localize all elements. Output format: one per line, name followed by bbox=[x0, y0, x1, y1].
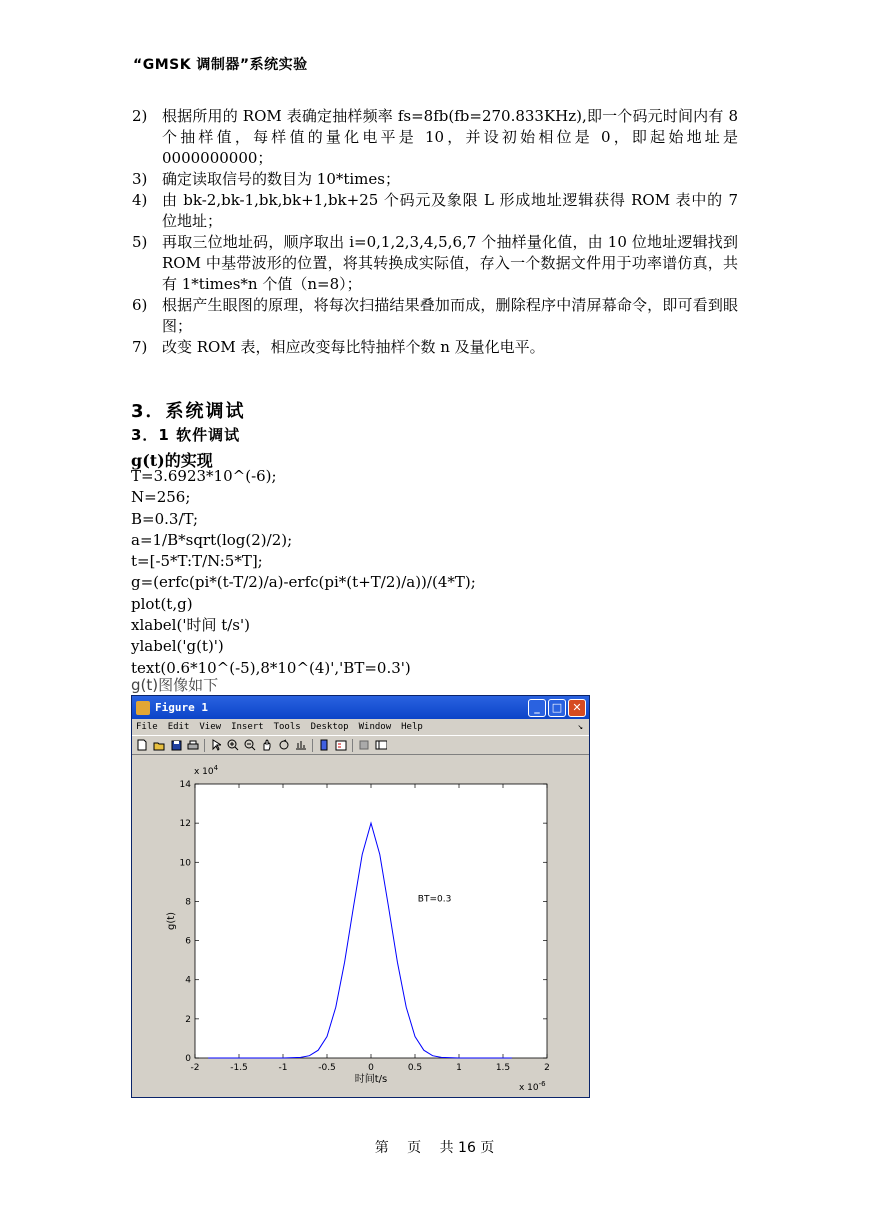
step-item bbox=[132, 106, 738, 169]
code-line: N=256; bbox=[131, 488, 191, 507]
step-list bbox=[132, 106, 738, 358]
page-unit: 页 bbox=[407, 1140, 422, 1156]
step-number: 2) bbox=[132, 107, 148, 125]
code-line: ylabel('g(t)') bbox=[131, 637, 224, 656]
x-tick-label: -0.5 bbox=[318, 1063, 336, 1073]
menu-help[interactable]: Help bbox=[401, 722, 423, 732]
open-file-icon[interactable] bbox=[153, 739, 165, 751]
figure-menubar bbox=[132, 719, 589, 735]
menu-insert[interactable]: Insert bbox=[231, 722, 264, 732]
rotate-3d-icon[interactable] bbox=[278, 739, 290, 751]
menu-tools[interactable]: Tools bbox=[273, 722, 301, 732]
document-header: “GMSK 调制器”系统实验 bbox=[133, 57, 308, 73]
x-tick-label: 1.5 bbox=[495, 1063, 511, 1073]
zoom-out-icon[interactable] bbox=[244, 739, 256, 751]
y-tick-label: 14 bbox=[179, 780, 191, 790]
menu-desktop[interactable]: Desktop bbox=[310, 722, 349, 732]
x-tick-label: -2 bbox=[190, 1063, 200, 1073]
step-number: 6) bbox=[132, 296, 148, 314]
code-line: T=3.6923*10^(-6); bbox=[131, 467, 277, 485]
y-tick-label: 2 bbox=[185, 1014, 191, 1025]
step-text: 由 bk-2,bk-1,bk,bk+1,bk+25 个码元及象限 L 形成地址逻辑获得 ROM 表中的 7 位地址； bbox=[162, 191, 738, 230]
x-exponent-label: x $10^{-6}$ bbox=[519, 1080, 546, 1093]
code-line: a=1/B*sqrt(log(2)/2); bbox=[131, 530, 293, 549]
step-item bbox=[132, 295, 738, 337]
code-line: text(0.6*10^(-5),8*10^(4)','BT=0.3') bbox=[131, 658, 411, 677]
legend-icon[interactable] bbox=[335, 739, 347, 751]
section-3-1-heading: 3．1 软件调试 bbox=[131, 426, 241, 444]
code-line: xlabel('时间 t/s') bbox=[131, 616, 250, 635]
code-line: plot(t,g) bbox=[131, 594, 193, 613]
menu-edit[interactable]: Edit bbox=[167, 722, 190, 732]
toolbar-separator bbox=[352, 739, 353, 752]
edit-plot-arrow-icon[interactable] bbox=[210, 739, 222, 751]
y-tick-label: 0 bbox=[185, 1054, 191, 1064]
x-tick-label: -1 bbox=[278, 1063, 288, 1073]
code-line: g=(erfc(pi*(t-T/2)/a)-erfc(pi*(t+T/2)/a))/(4*T); bbox=[131, 573, 476, 592]
x-tick-label: 1 bbox=[456, 1063, 462, 1073]
toolbar-separator bbox=[204, 739, 205, 752]
y-exponent-label: x $10^4$ bbox=[194, 764, 219, 777]
new-figure-icon[interactable] bbox=[136, 739, 148, 751]
matlab-figure-window bbox=[131, 695, 590, 1098]
matlab-code-block bbox=[131, 466, 476, 679]
figure-titlebar[interactable] bbox=[132, 696, 589, 719]
section-3-heading: 3．系统调试 bbox=[131, 401, 246, 422]
figure-toolbar bbox=[132, 735, 589, 755]
bt-annotation: BT=0.3 bbox=[417, 894, 452, 905]
code-line: t=[-5*T:T/N:5*T]; bbox=[131, 552, 263, 571]
step-item bbox=[132, 232, 738, 295]
step-item bbox=[132, 169, 738, 190]
step-text: 根据所用的 ROM 表确定抽样频率 fs=8fb(fb=270.833KHz),即一个码元时间内有 8 个抽样值，每样值的量化电平是 10，并设初始相位是 0，即起始地址是 0000000000； bbox=[162, 107, 738, 167]
page-footer bbox=[0, 1137, 869, 1157]
step-text: 再取三位地址码，顺序取出 i=0,1,2,3,4,5,6,7 个抽样量化值，由 10 位地址逻辑找到 ROM 中基带波形的位置，将其转换成实际值，存入一个数据文件用于功率谱仿真，共有 1*times*n 个值（n=8）； bbox=[162, 233, 738, 293]
menu-view[interactable]: View bbox=[199, 722, 222, 732]
axes-box bbox=[195, 784, 547, 1058]
step-number: 5) bbox=[132, 233, 148, 251]
step-number: 3) bbox=[132, 170, 148, 188]
y-tick-label: 6 bbox=[185, 936, 191, 947]
step-text: 确定读取信号的数目为 10*times； bbox=[162, 170, 400, 188]
figure-caption: g(t)图像如下 bbox=[131, 676, 219, 694]
y-tick-label: 10 bbox=[179, 858, 191, 869]
colorbar-icon[interactable] bbox=[318, 739, 330, 751]
print-icon[interactable] bbox=[187, 739, 199, 751]
matlab-logo-icon bbox=[136, 701, 150, 715]
minimize-button[interactable]: _ bbox=[528, 699, 546, 717]
step-item bbox=[132, 337, 738, 358]
page-label: 第 bbox=[374, 1140, 389, 1156]
y-tick-label: 12 bbox=[179, 819, 191, 830]
x-axis-label: 时间t/s bbox=[354, 1074, 388, 1085]
toolbar-separator bbox=[312, 739, 313, 752]
figure-title: Figure 1 bbox=[155, 701, 208, 714]
step-text: 根据产生眼图的原理，将每次扫描结果叠加而成，删除程序中清屏幕命令，即可看到眼图； bbox=[162, 296, 738, 335]
x-tick-label: 0.5 bbox=[407, 1063, 423, 1073]
step-number: 7) bbox=[132, 338, 148, 356]
gt-implementation-title: g(t)的实现 bbox=[131, 451, 213, 470]
step-text: 改变 ROM 表，相应改变每比特抽样个数 n 及量化电平。 bbox=[162, 338, 545, 356]
step-item bbox=[132, 190, 738, 232]
step-number: 4) bbox=[132, 191, 148, 209]
total-pages: 共 16 页 bbox=[439, 1140, 495, 1156]
zoom-in-icon[interactable] bbox=[227, 739, 239, 751]
y-tick-label: 8 bbox=[185, 897, 191, 908]
menu-file[interactable]: File bbox=[136, 722, 158, 732]
menubar-dock-arrow-icon[interactable]: ↘ bbox=[577, 722, 583, 732]
maximize-button[interactable]: □ bbox=[548, 699, 566, 717]
hide-plot-tools-icon[interactable] bbox=[358, 739, 370, 751]
gt-plot bbox=[134, 756, 587, 1096]
x-tick-label: 2 bbox=[544, 1063, 550, 1073]
data-cursor-icon[interactable] bbox=[295, 739, 307, 751]
pan-hand-icon[interactable] bbox=[261, 739, 273, 751]
x-tick-label: 0 bbox=[368, 1063, 374, 1073]
code-line: B=0.3/T; bbox=[131, 509, 199, 528]
save-icon[interactable] bbox=[170, 739, 182, 751]
show-plot-tools-icon[interactable] bbox=[375, 739, 387, 751]
close-button[interactable]: ✕ bbox=[568, 699, 586, 717]
x-tick-label: -1.5 bbox=[230, 1063, 248, 1073]
menu-window[interactable]: Window bbox=[358, 722, 392, 732]
y-axis-label: g(t) bbox=[166, 911, 177, 931]
y-tick-label: 4 bbox=[185, 975, 191, 986]
